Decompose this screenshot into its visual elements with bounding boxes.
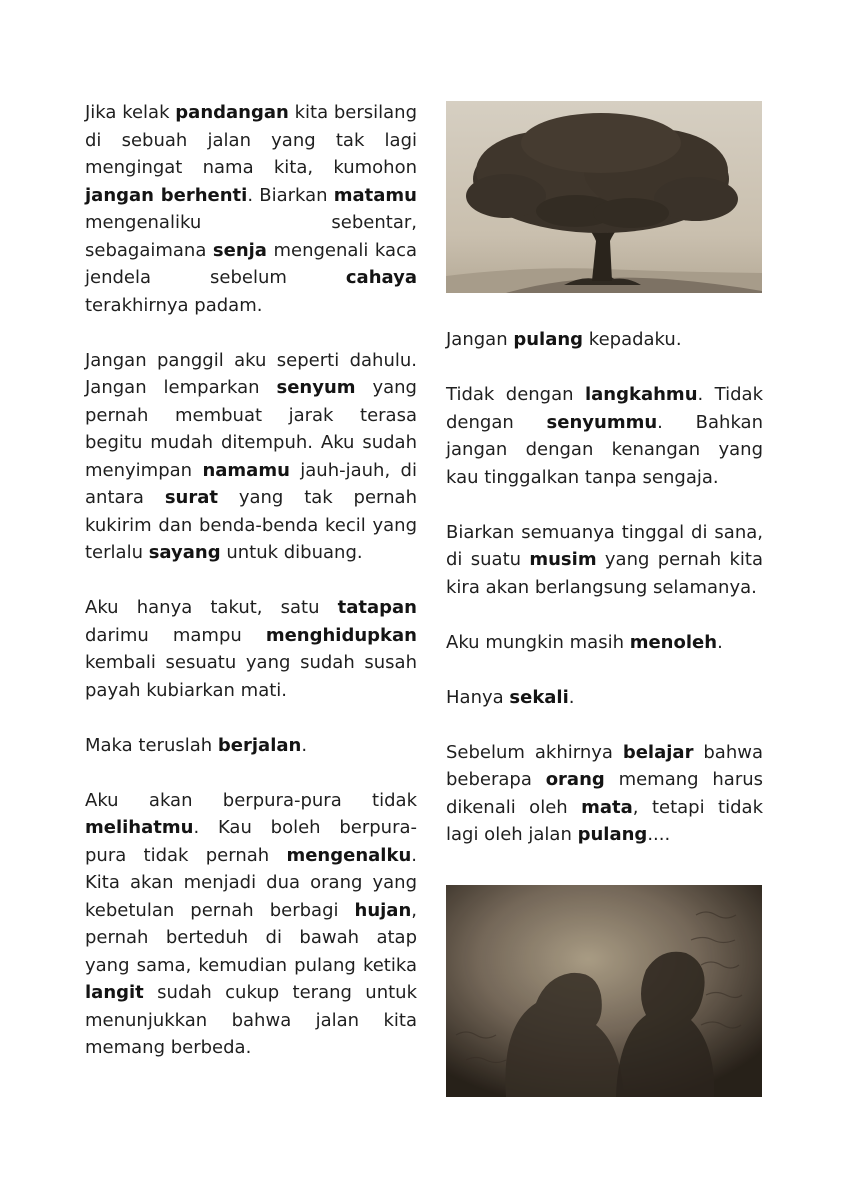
- emphasis-word: langkahmu: [584, 384, 698, 405]
- emphasis-word: mata: [581, 796, 633, 818]
- paragraph-text: darimu mampu: [85, 624, 266, 646]
- right-column: [446, 326, 763, 876]
- paragraph-text: Aku mungkin masih: [446, 631, 630, 653]
- emphasis-word: senyummu: [546, 411, 658, 433]
- paragraph-text: .: [301, 734, 308, 756]
- left-paragraph-2: [85, 347, 417, 567]
- emphasis-word: senyum: [276, 377, 356, 398]
- emphasis-word: langit: [85, 982, 144, 1003]
- emphasis-word: orang: [545, 769, 605, 790]
- paragraph-text: . Kita akan menjadi dua orang yang kebetulan pernah berbagi: [85, 844, 417, 921]
- paragraph-text: . Bahkan jangan dengan kenangan yang kau tinggalkan tanpa sengaja.: [446, 411, 763, 488]
- right-paragraph-2: [446, 381, 763, 491]
- paragraph-text: yang pernah membuat jarak terasa begitu mudah ditempuh. Aku sudah menyimpan: [85, 377, 417, 481]
- paragraph-text: Biarkan semuanya tinggal di sana, di suatu: [446, 521, 763, 570]
- paragraph-text: Aku akan berpura-pura tidak: [85, 789, 417, 811]
- left-column: [85, 99, 417, 1089]
- paragraph-text: Jangan: [446, 329, 514, 350]
- paragraph-text: ....: [647, 824, 671, 845]
- paragraph-text: yang tak pernah kukirim dan benda-benda kecil yang terlalu: [85, 487, 417, 563]
- lone-tree-icon: [446, 101, 762, 293]
- paragraph-text: Jika kelak: [85, 102, 176, 123]
- emphasis-word: matamu: [333, 184, 417, 206]
- couple-photo: [446, 885, 762, 1097]
- emphasis-word: senja: [212, 239, 267, 261]
- emphasis-word: melihatmu: [85, 817, 194, 838]
- right-paragraph-4: [446, 629, 763, 657]
- left-paragraph-5: [85, 787, 417, 1062]
- paragraph-text: Hanya: [446, 686, 510, 708]
- paragraph-text: .: [717, 631, 723, 653]
- emphasis-word: cahaya: [345, 267, 417, 288]
- emphasis-word: sayang: [148, 542, 221, 563]
- emphasis-word: mengenalku: [286, 844, 412, 866]
- emphasis-word: pulang: [577, 824, 648, 845]
- paragraph-text: Maka teruslah: [85, 734, 218, 756]
- paragraph-text: Tidak dengan: [446, 384, 585, 405]
- paragraph-text: Jangan panggil aku seperti dahulu. Jangan lemparkan: [85, 349, 417, 398]
- paragraph-text: jauh-jauh, di antara: [85, 459, 417, 508]
- right-paragraph-1: [446, 326, 763, 354]
- paragraph-text: yang pernah kita kira akan berlangsung selamanya.: [446, 549, 764, 598]
- emphasis-word: tatapan: [337, 597, 417, 618]
- paragraph-text: . Tidak dengan: [446, 384, 763, 433]
- right-paragraph-5: [446, 684, 763, 712]
- left-paragraph-4: [85, 732, 417, 760]
- paragraph-text: , tetapi tidak lagi oleh jalan: [446, 796, 763, 845]
- left-paragraph-3: [85, 594, 417, 704]
- paragraph-text: Aku hanya takut, satu: [85, 597, 338, 618]
- paragraph-text: Sebelum akhirnya: [446, 741, 623, 763]
- paragraph-text: bahwa beberapa: [446, 741, 763, 790]
- paragraph-text: .: [568, 686, 575, 708]
- paragraph-text: . Biarkan: [247, 184, 334, 206]
- emphasis-word: musim: [529, 549, 597, 570]
- paragraph-text: memang harus dikenali oleh: [446, 769, 764, 818]
- paragraph-text: . Kau boleh berpura-pura tidak pernah: [85, 817, 417, 866]
- paragraph-text: terakhirnya padam.: [85, 294, 263, 316]
- emphasis-word: namamu: [202, 459, 290, 481]
- emphasis-word: menghidupkan: [265, 624, 417, 646]
- two-silhouettes-icon: [446, 885, 762, 1097]
- emphasis-word: belajar: [622, 741, 694, 763]
- paragraph-text: untuk dibuang.: [220, 542, 363, 563]
- emphasis-word: surat: [164, 487, 218, 508]
- paragraph-text: kembali sesuatu yang sudah susah payah kubiarkan mati.: [85, 652, 417, 701]
- paragraph-text: mengenaliku sebentar, sebagaimana: [85, 212, 417, 261]
- paragraph-text: sudah cukup terang untuk menunjukkan bahwa jalan kita memang berbeda.: [85, 982, 417, 1058]
- paragraph-text: kepadaku.: [583, 329, 682, 350]
- left-paragraph-1: [85, 99, 417, 319]
- emphasis-word: pulang: [513, 329, 584, 350]
- paragraph-text: mengenali kaca jendela sebelum: [85, 239, 418, 288]
- emphasis-word: pandangan: [175, 102, 289, 123]
- right-paragraph-3: [446, 519, 763, 602]
- paragraph-text: kita bersilang di sebuah jalan yang tak lagi mengingat nama kita, kumohon: [85, 102, 417, 178]
- emphasis-word: sekali: [509, 686, 569, 708]
- emphasis-word: menoleh: [629, 631, 718, 653]
- emphasis-word: berjalan: [217, 734, 302, 756]
- emphasis-word: hujan: [354, 899, 412, 921]
- right-paragraph-6: [446, 739, 763, 849]
- tree-photo: [446, 101, 762, 293]
- emphasis-word: jangan berhenti: [85, 184, 248, 206]
- paragraph-text: , pernah berteduh di bawah atap yang sama, kemudian pulang ketika: [85, 899, 417, 976]
